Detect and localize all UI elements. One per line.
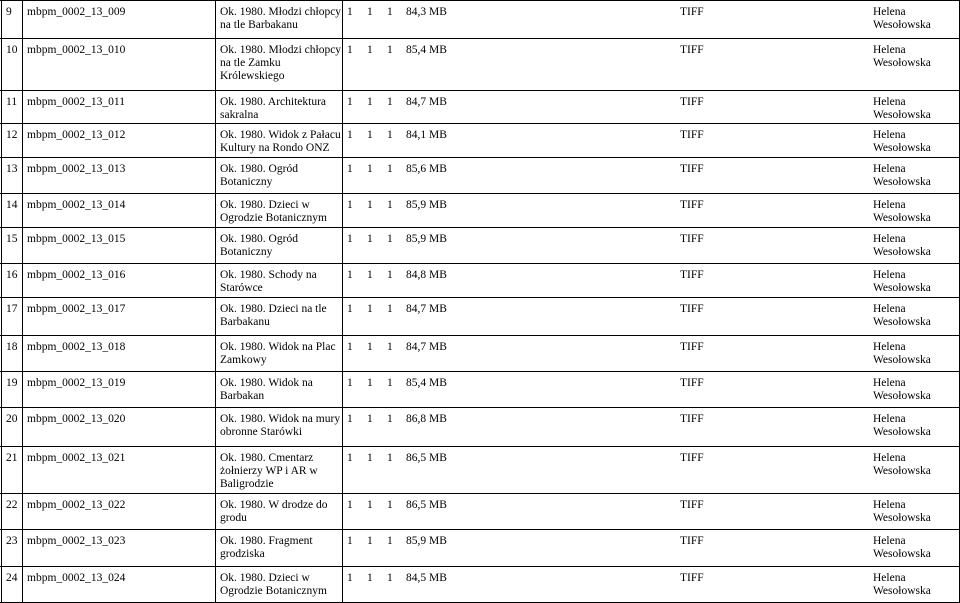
- table-cell-count-b: 1: [367, 44, 373, 56]
- row-divider: [0, 529, 960, 530]
- table-cell-author: [873, 499, 931, 525]
- row-divider: [0, 227, 960, 228]
- table-cell-file-format: TIFF: [680, 303, 704, 315]
- title-line: Ok. 1980. Architektura: [220, 96, 327, 108]
- row-divider: [0, 371, 960, 372]
- table-cell-count-b: 1: [367, 452, 373, 464]
- table-cell-title: [220, 413, 340, 439]
- table-cell-count-b: 1: [367, 303, 373, 315]
- author-line: Helena: [873, 269, 906, 281]
- table-cell-file-format: TIFF: [680, 341, 704, 353]
- row-divider: [0, 446, 960, 447]
- title-line: Botaniczny: [220, 176, 273, 188]
- table-cell-file-id: mbpm_0002_13_017: [27, 303, 126, 315]
- row-divider: [0, 38, 960, 39]
- title-line: Ok. 1980. Młodzi chłopcy: [220, 44, 342, 56]
- row-divider: [0, 297, 960, 298]
- table-cell-file-size: 84,5 MB: [406, 572, 447, 584]
- title-line: Ok. 1980. Ogród: [220, 233, 298, 245]
- table-cell-title: [220, 44, 341, 83]
- table-cell-row-number: 13: [6, 163, 18, 175]
- author-line: Wesołowska: [873, 176, 931, 188]
- title-line: Ok. 1980. W drodze do: [220, 499, 328, 511]
- table-cell-row-number: 21: [6, 452, 18, 464]
- title-line: Ok. 1980. Młodzi chłopcy: [220, 6, 342, 18]
- table-cell-count-b: 1: [367, 413, 373, 425]
- table-cell-count-a: 1: [347, 341, 353, 353]
- author-line: Wesołowska: [873, 548, 931, 560]
- table-cell-count-c: 1: [387, 199, 393, 211]
- title-line: Zamkowy: [220, 354, 267, 366]
- table-cell-file-size: 84,8 MB: [406, 269, 447, 281]
- title-line: Baligrodzie: [220, 478, 274, 490]
- author-line: Wesołowska: [873, 246, 931, 258]
- title-line: Barbakanu: [220, 316, 270, 328]
- table-cell-file-id: mbpm_0002_13_019: [27, 377, 126, 389]
- table-cell-title: [220, 341, 336, 367]
- table-cell-count-c: 1: [387, 499, 393, 511]
- table-cell-title: [220, 452, 318, 491]
- table-cell-file-id: mbpm_0002_13_013: [27, 163, 126, 175]
- title-line: Ok. 1980. Cmentarz: [220, 452, 314, 464]
- table-cell-author: [873, 96, 931, 122]
- table-cell-file-format: TIFF: [680, 269, 704, 281]
- table-cell-file-size: 84,7 MB: [406, 96, 447, 108]
- table-cell-count-a: 1: [347, 96, 353, 108]
- author-line: Helena: [873, 572, 906, 584]
- table-cell-file-size: 85,4 MB: [406, 377, 447, 389]
- table-cell-file-id: mbpm_0002_13_014: [27, 199, 126, 211]
- table-cell-title: [220, 6, 341, 32]
- table-cell-row-number: 23: [6, 535, 18, 547]
- table-cell-file-format: TIFF: [680, 535, 704, 547]
- table-cell-author: [873, 199, 931, 225]
- table-cell-title: [220, 96, 326, 122]
- author-line: Wesołowska: [873, 465, 931, 477]
- table-cell-file-format: TIFF: [680, 499, 704, 511]
- author-line: Helena: [873, 199, 906, 211]
- table-cell-title: [220, 535, 313, 561]
- table-cell-file-id: mbpm_0002_13_018: [27, 341, 126, 353]
- row-divider: [0, 263, 960, 264]
- table-cell-file-format: TIFF: [680, 452, 704, 464]
- table-cell-count-b: 1: [367, 199, 373, 211]
- table-cell-count-a: 1: [347, 163, 353, 175]
- title-line: Ok. 1980. Dzieci w: [220, 572, 310, 584]
- table-cell-file-id: mbpm_0002_13_009: [27, 6, 126, 18]
- title-line: Kultury na Rondo ONZ: [220, 142, 330, 154]
- table-cell-count-c: 1: [387, 44, 393, 56]
- author-line: Helena: [873, 413, 906, 425]
- table-cell-count-c: 1: [387, 129, 393, 141]
- row-divider: [0, 193, 960, 194]
- table-cell-count-a: 1: [347, 44, 353, 56]
- title-line: Ok. 1980. Schody na: [220, 269, 317, 281]
- table-cell-count-c: 1: [387, 341, 393, 353]
- author-line: Helena: [873, 303, 906, 315]
- table-cell-file-id: mbpm_0002_13_023: [27, 535, 126, 547]
- table-cell-count-b: 1: [367, 572, 373, 584]
- title-line: Ogrodzie Botanicznym: [220, 585, 327, 597]
- table-cell-title: [220, 499, 328, 525]
- table-cell-count-b: 1: [367, 269, 373, 281]
- table-cell-count-a: 1: [347, 535, 353, 547]
- table-cell-file-format: TIFF: [680, 129, 704, 141]
- table-cell-row-number: 24: [6, 572, 18, 584]
- table-cell-count-a: 1: [347, 303, 353, 315]
- author-line: Helena: [873, 163, 906, 175]
- table-cell-author: [873, 129, 931, 155]
- table-cell-file-size: 85,9 MB: [406, 535, 447, 547]
- row-divider: [0, 90, 960, 91]
- row-divider: [0, 123, 960, 124]
- table-cell-title: [220, 303, 327, 329]
- title-line: Ok. 1980. Widok z Pałacu: [220, 129, 341, 141]
- table-cell-file-format: TIFF: [680, 44, 704, 56]
- title-line: Ok. 1980. Dzieci na tle: [220, 303, 327, 315]
- author-line: Helena: [873, 129, 906, 141]
- author-line: Helena: [873, 233, 906, 245]
- table-cell-count-c: 1: [387, 303, 393, 315]
- table-cell-count-a: 1: [347, 233, 353, 245]
- author-line: Wesołowska: [873, 585, 931, 597]
- table-cell-file-id: mbpm_0002_13_020: [27, 413, 126, 425]
- title-line: Ok. 1980. Ogród: [220, 163, 298, 175]
- table-cell-file-id: mbpm_0002_13_011: [27, 96, 125, 108]
- table-cell-count-b: 1: [367, 233, 373, 245]
- table-cell-row-number: 18: [6, 341, 18, 353]
- author-line: Helena: [873, 44, 906, 56]
- table-cell-title: [220, 572, 327, 598]
- table-cell-file-size: 86,5 MB: [406, 499, 447, 511]
- table-cell-count-c: 1: [387, 572, 393, 584]
- title-line: Ok. 1980. Widok na: [220, 377, 313, 389]
- author-line: Wesołowska: [873, 57, 931, 69]
- table-cell-row-number: 9: [6, 6, 12, 18]
- table-cell-count-c: 1: [387, 96, 393, 108]
- title-line: Starówce: [220, 282, 263, 294]
- table-cell-count-a: 1: [347, 413, 353, 425]
- author-line: Wesołowska: [873, 390, 931, 402]
- author-line: Wesołowska: [873, 512, 931, 524]
- table-cell-author: [873, 535, 931, 561]
- table-cell-count-b: 1: [367, 377, 373, 389]
- author-line: Helena: [873, 341, 906, 353]
- table-cell-file-id: mbpm_0002_13_022: [27, 499, 126, 511]
- table-cell-file-format: TIFF: [680, 572, 704, 584]
- table-cell-file-size: 85,9 MB: [406, 233, 447, 245]
- table-cell-count-b: 1: [367, 163, 373, 175]
- table-cell-file-size: 86,5 MB: [406, 452, 447, 464]
- table-cell-row-number: 12: [6, 129, 18, 141]
- table-cell-count-b: 1: [367, 499, 373, 511]
- table-cell-file-id: mbpm_0002_13_024: [27, 572, 126, 584]
- table-cell-row-number: 11: [6, 96, 18, 108]
- author-line: Helena: [873, 452, 906, 464]
- table-cell-count-c: 1: [387, 269, 393, 281]
- table-cell-author: [873, 303, 931, 329]
- table-cell-file-format: TIFF: [680, 413, 704, 425]
- table-cell-author: [873, 377, 931, 403]
- table-cell-count-c: 1: [387, 163, 393, 175]
- author-line: Helena: [873, 96, 906, 108]
- title-line: Ok. 1980. Widok na Plac: [220, 341, 336, 353]
- title-line: na tle Zamku: [220, 57, 281, 69]
- table-cell-count-a: 1: [347, 6, 353, 18]
- table-cell-count-c: 1: [387, 535, 393, 547]
- row-divider: [0, 157, 960, 158]
- table-cell-file-format: TIFF: [680, 199, 704, 211]
- table-cell-count-b: 1: [367, 129, 373, 141]
- row-divider: [0, 0, 960, 1]
- table-cell-count-b: 1: [367, 535, 373, 547]
- table-cell-file-format: TIFF: [680, 377, 704, 389]
- author-line: Wesołowska: [873, 109, 931, 121]
- table-cell-title: [220, 163, 298, 189]
- table-cell-title: [220, 233, 298, 259]
- table-cell-count-c: 1: [387, 413, 393, 425]
- table-cell-count-c: 1: [387, 233, 393, 245]
- table-cell-file-id: mbpm_0002_13_010: [27, 44, 126, 56]
- table-cell-count-c: 1: [387, 452, 393, 464]
- table-cell-author: [873, 413, 931, 439]
- author-line: Wesołowska: [873, 316, 931, 328]
- author-line: Helena: [873, 535, 906, 547]
- title-line: Botaniczny: [220, 246, 273, 258]
- table-cell-count-b: 1: [367, 341, 373, 353]
- table-cell-file-size: 84,7 MB: [406, 341, 447, 353]
- table-cell-count-a: 1: [347, 499, 353, 511]
- table-cell-row-number: 20: [6, 413, 18, 425]
- title-line: Królewskiego: [220, 70, 285, 82]
- table-cell-title: [220, 199, 327, 225]
- table-cell-file-size: 84,3 MB: [406, 6, 447, 18]
- title-line: Ok. 1980. Widok na mury: [220, 413, 341, 425]
- table-cell-file-format: TIFF: [680, 6, 704, 18]
- table-cell-row-number: 16: [6, 269, 18, 281]
- table-cell-row-number: 22: [6, 499, 18, 511]
- title-line: grodziska: [220, 548, 265, 560]
- author-line: Helena: [873, 377, 906, 389]
- table-cell-row-number: 14: [6, 199, 18, 211]
- table-cell-author: [873, 452, 931, 478]
- author-line: Wesołowska: [873, 142, 931, 154]
- table-cell-title: [220, 269, 317, 295]
- table-cell-count-c: 1: [387, 377, 393, 389]
- table-cell-title: [220, 129, 341, 155]
- table-cell-count-a: 1: [347, 377, 353, 389]
- title-line: żołnierzy WP i AR w: [220, 465, 318, 477]
- table-cell-file-size: 85,9 MB: [406, 199, 447, 211]
- title-line: Ogrodzie Botanicznym: [220, 212, 327, 224]
- row-divider: [0, 335, 960, 336]
- table-cell-count-a: 1: [347, 452, 353, 464]
- table-cell-file-format: TIFF: [680, 233, 704, 245]
- author-line: Helena: [873, 499, 906, 511]
- table-cell-row-number: 10: [6, 44, 18, 56]
- title-line: na tle Barbakanu: [220, 19, 298, 31]
- table-cell-file-format: TIFF: [680, 96, 704, 108]
- table-cell-author: [873, 6, 931, 32]
- author-line: Wesołowska: [873, 282, 931, 294]
- table-cell-file-size: 85,4 MB: [406, 44, 447, 56]
- table-cell-file-format: TIFF: [680, 163, 704, 175]
- table-cell-author: [873, 233, 931, 259]
- row-divider: [0, 566, 960, 567]
- table-cell-count-b: 1: [367, 6, 373, 18]
- table-cell-row-number: 15: [6, 233, 18, 245]
- table-cell-file-size: 85,6 MB: [406, 163, 447, 175]
- table-cell-author: [873, 269, 931, 295]
- author-line: Wesołowska: [873, 212, 931, 224]
- title-line: Ok. 1980. Dzieci w: [220, 199, 310, 211]
- row-divider: [0, 493, 960, 494]
- table-cell-count-a: 1: [347, 572, 353, 584]
- title-line: sakralna: [220, 109, 259, 121]
- table-cell-author: [873, 572, 931, 598]
- table-cell-author: [873, 44, 931, 70]
- table-cell-row-number: 17: [6, 303, 18, 315]
- table-cell-file-id: mbpm_0002_13_012: [27, 129, 126, 141]
- table-cell-file-size: 84,7 MB: [406, 303, 447, 315]
- table-cell-count-a: 1: [347, 129, 353, 141]
- table-cell-file-size: 86,8 MB: [406, 413, 447, 425]
- table-cell-file-id: mbpm_0002_13_016: [27, 269, 126, 281]
- table-cell-author: [873, 163, 931, 189]
- table-cell-file-id: mbpm_0002_13_021: [27, 452, 126, 464]
- table-cell-title: [220, 377, 313, 403]
- author-line: Wesołowska: [873, 354, 931, 366]
- title-line: obronne Starówki: [220, 426, 303, 438]
- row-divider: [0, 407, 960, 408]
- title-line: grodu: [220, 512, 247, 524]
- table-cell-author: [873, 341, 931, 367]
- table-cell-file-size: 84,1 MB: [406, 129, 447, 141]
- title-line: Barbakan: [220, 390, 265, 402]
- author-line: Wesołowska: [873, 426, 931, 438]
- table-cell-file-id: mbpm_0002_13_015: [27, 233, 126, 245]
- table-cell-count-a: 1: [347, 269, 353, 281]
- table-cell-count-a: 1: [347, 199, 353, 211]
- table-cell-row-number: 19: [6, 377, 18, 389]
- table-cell-count-b: 1: [367, 96, 373, 108]
- table-cell-count-c: 1: [387, 6, 393, 18]
- author-line: Wesołowska: [873, 19, 931, 31]
- title-line: Ok. 1980. Fragment: [220, 535, 313, 547]
- author-line: Helena: [873, 6, 906, 18]
